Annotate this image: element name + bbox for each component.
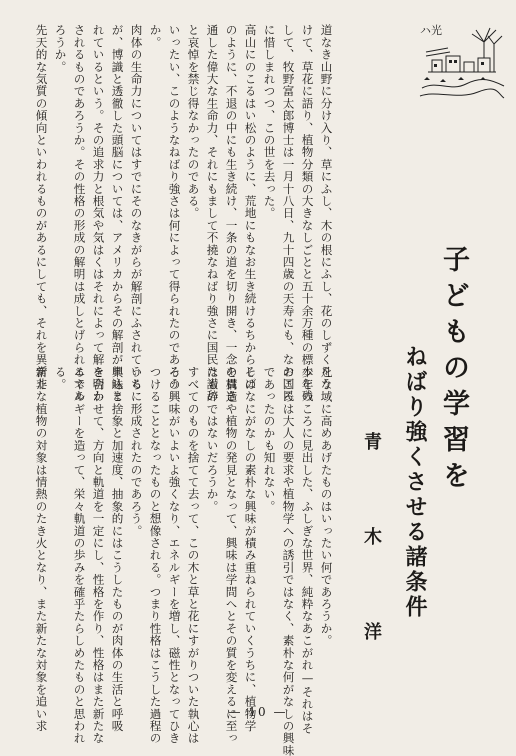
lower-column-7: たものではないだろうか。: [205, 366, 220, 513]
lower-column-14: エネルギーを造って、栄々軌道の歩みを確乎たらしめたものと思われ: [72, 366, 87, 745]
lower-column-6: の構造や植物の発見となって、興味は学問へとその質を変えるに至っ: [224, 366, 239, 745]
upper-column-3: して、牧野富太郎博士は一月十八日、九十四歳の天寿にも、なお国民: [281, 24, 296, 403]
lower-column-12: 興味と捨象と加速度、抽象的にはこうしたものが肉体の生活と呼吸: [110, 366, 125, 732]
upper-column-6: のように、不退の中にも生き続け、一条の道を切り開き、一念を貫き: [224, 24, 239, 403]
lower-column-4: であったのかも知れない。: [262, 366, 277, 513]
upper-column-1: 道なき山野に分け入り、草にふし、木の根にふし、花のしずくをう: [319, 24, 334, 390]
lower-column-1: 凡な域に高めあげたものはいったい何であろうか。: [319, 366, 334, 647]
lower-column-3: のころは大人の要求や植物学への誘引ではなく、素朴な何がなしの興味: [281, 366, 296, 756]
upper-column-7: 通した偉大な生命力、それにもまして不撓なねばり強さに国民は讃辞: [205, 24, 220, 403]
lower-column-15: る。: [53, 366, 68, 391]
upper-column-2: けて、草花に語り、植物分類の大きなしごとと五十余万種の標本を残: [300, 24, 315, 403]
illustration-caption: ハ光: [420, 24, 442, 37]
upper-column-12: が、博識と透徹した頭脳については、アメリカからその解剖が申込ま: [110, 24, 125, 403]
author-name: 青 木 洋: [361, 432, 382, 668]
article-title: 子どもの学習を: [438, 245, 469, 497]
upper-column-10: か。: [148, 24, 163, 49]
landscape-illustration: [418, 22, 506, 106]
lower-column-5: そのなにがなしの素朴な興味が積み重ねられていくうちに、植物学: [243, 366, 258, 732]
upper-column-14: されるものであろうか。その性格の形成の解明は成しとげられるであ: [72, 24, 87, 403]
upper-column-16: 先天的な気質の傾向といわれるものがあるにしても、それを異常非: [34, 24, 49, 390]
upper-column-11: 肉体の生命力についてはすでにそのなきがらが解剖にふされている: [129, 24, 144, 390]
article-subtitle: ねばり強くさせる諸条件: [402, 345, 428, 620]
upper-column-9: いったい、このようなねばり強さは何によって得られたのであろう: [167, 24, 182, 390]
page-number: — 10 —: [228, 705, 288, 719]
upper-column-13: れているという。その追求力と根気や気はくはそれによって解き明か: [91, 24, 106, 403]
lower-column-2: 少年のころに見出した、ふしぎな世界、純粋なあこがれ—それはそ: [300, 366, 315, 735]
upper-column-15: ろうか。: [53, 24, 68, 73]
lower-column-11: うちに形成されたのであろう。: [129, 366, 144, 537]
lower-column-16: 新たな植物の対象は情熱のたき火となり、また新たな対象を追い求: [34, 366, 49, 732]
lower-column-10: つけることとなったものと想像される。つまり性格はこうした過程の: [148, 366, 163, 745]
upper-column-5: 高山にのこるはい松のように、荒地にもなお生き続けるちからしば: [243, 24, 258, 390]
upper-column-8: と哀悼を禁じ得なかったのである。: [186, 24, 201, 220]
lower-column-8: すべてのものを捨てて去って、この木と草と花にすがりついた執心は: [186, 366, 201, 745]
lower-column-9: その興味がいよいよ強くなり、エネルギーを増し、磁性となってひき: [167, 366, 182, 745]
upper-column-4: に惜しまれつつ、この世を去った。: [262, 24, 277, 220]
lower-column-13: を合わせて、方向と軌道を一定にし、性格を作り、性格はまた新たな: [91, 366, 106, 745]
